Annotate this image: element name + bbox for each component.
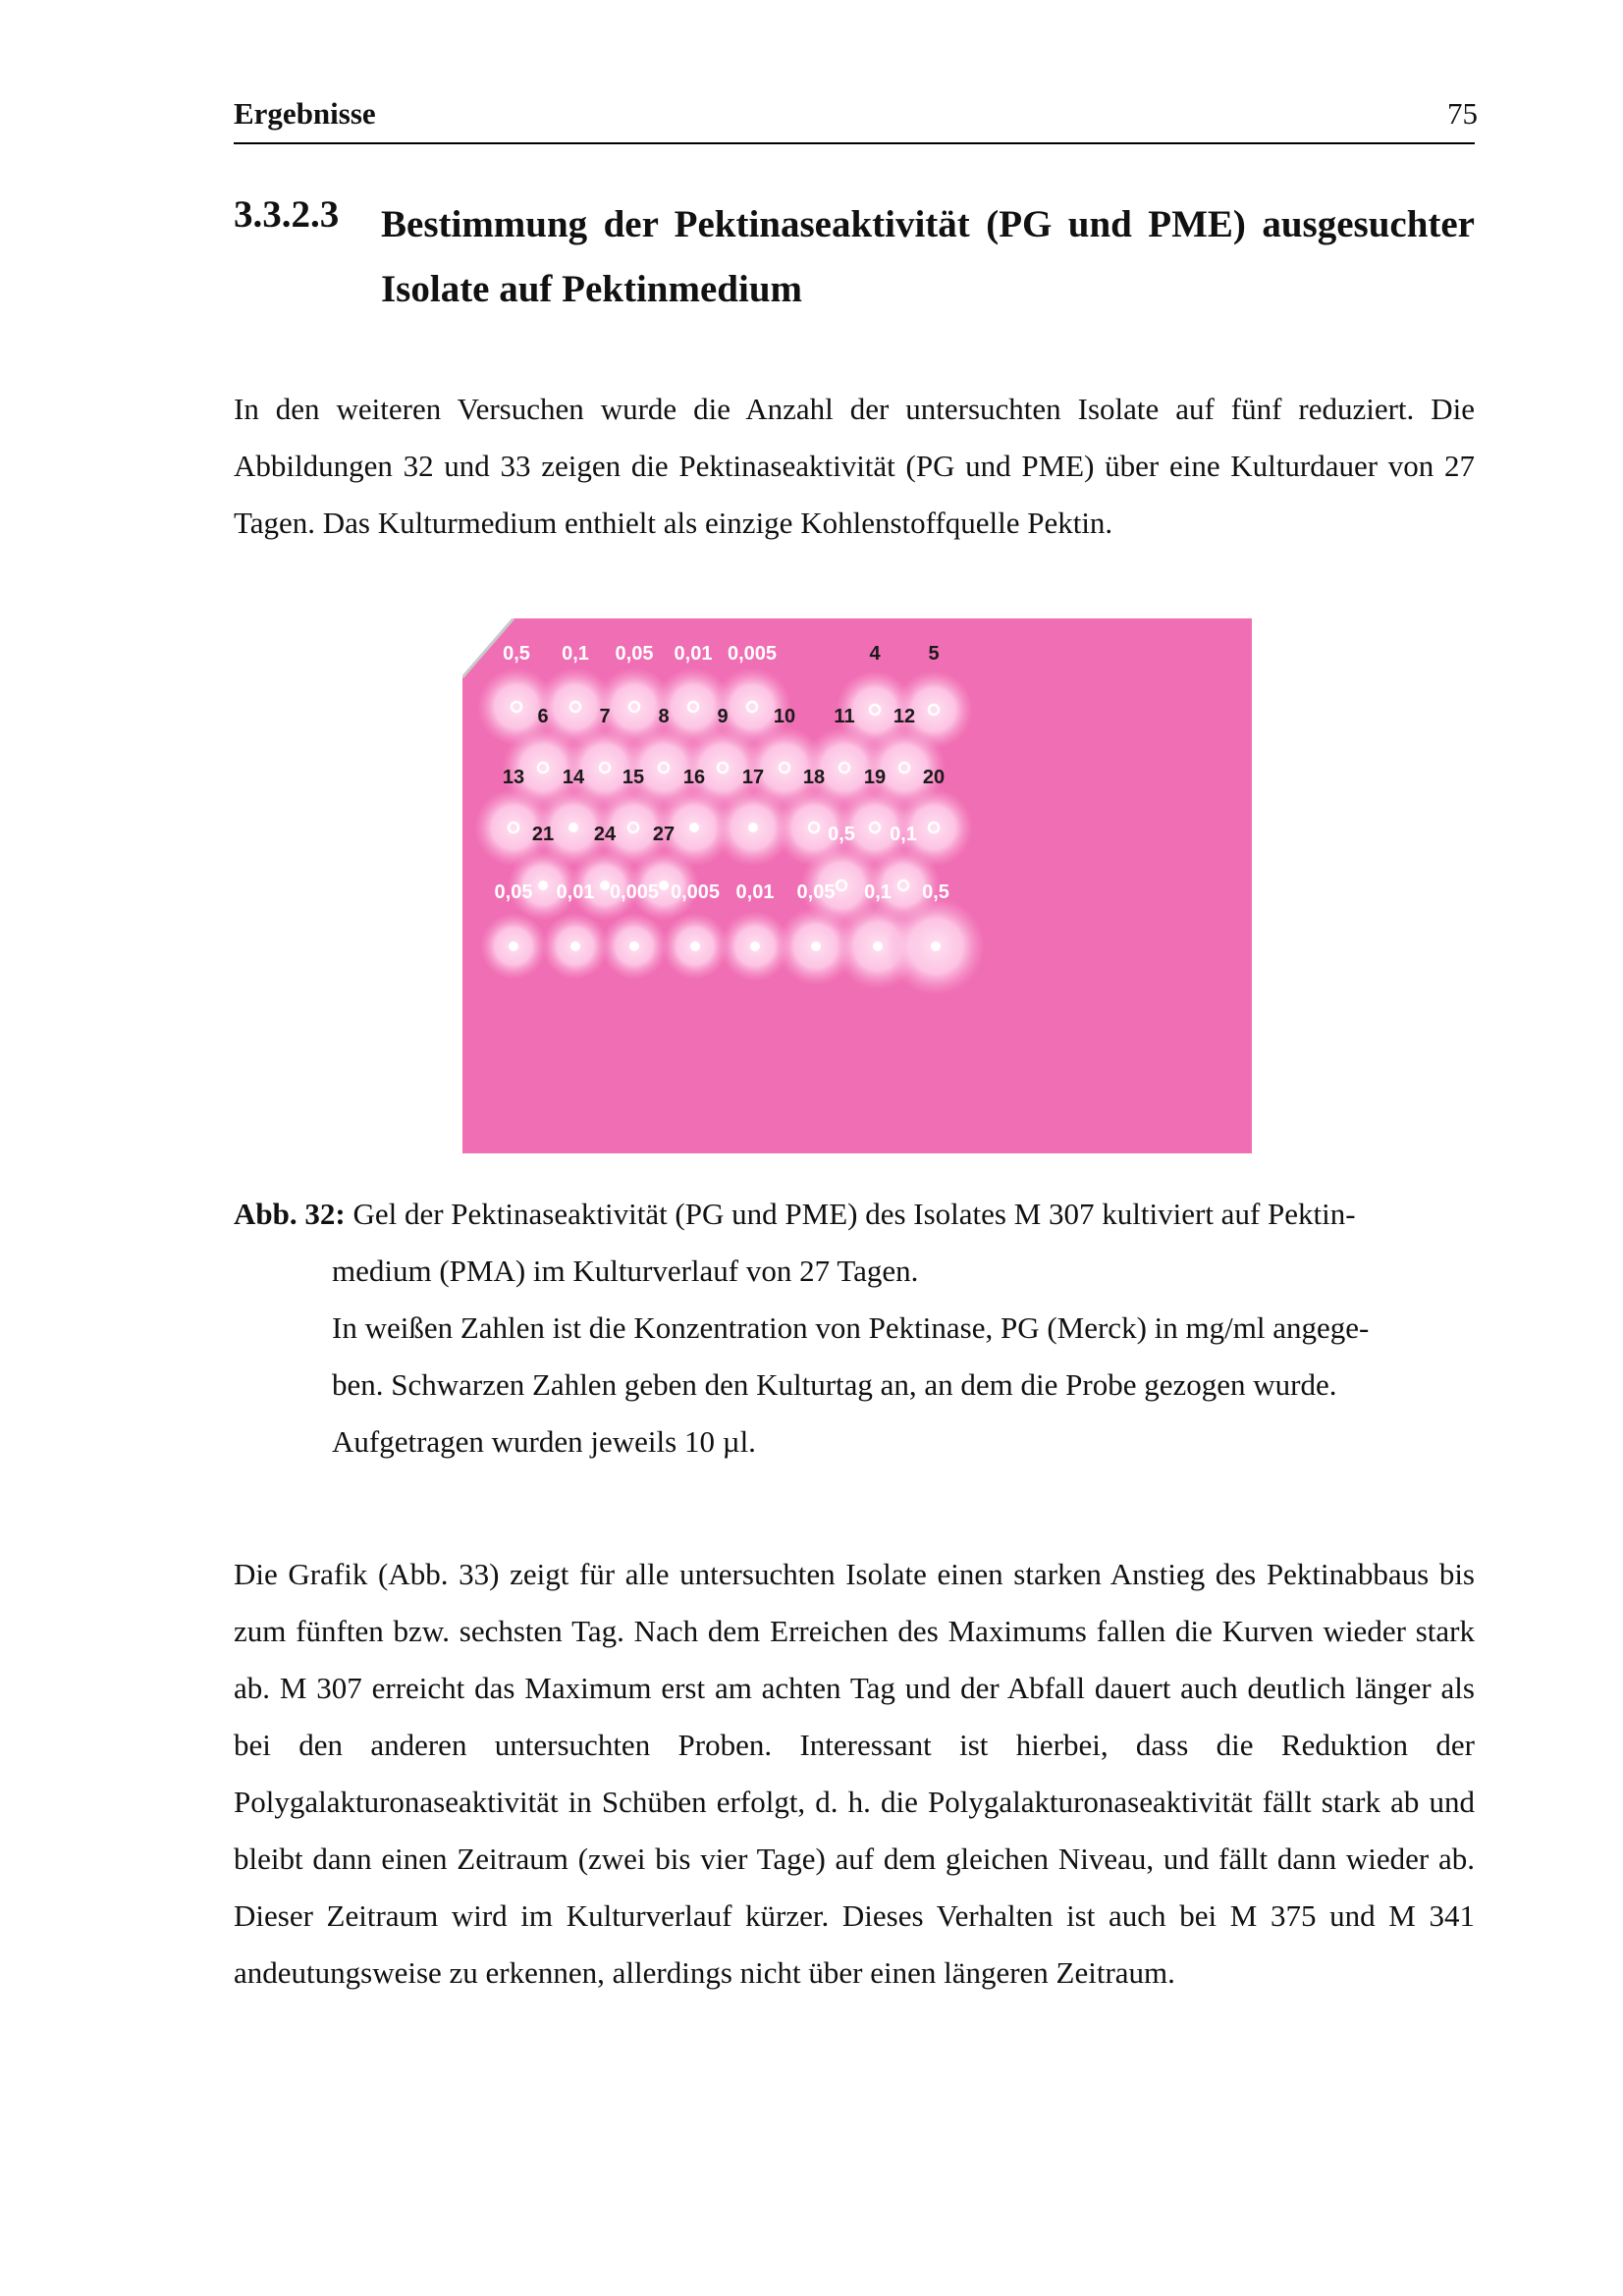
gel-label: 9 (717, 706, 729, 727)
gel-label: 8 (658, 706, 670, 727)
gel-well (690, 941, 700, 951)
caption-line-4: ben. Schwarzen Zahlen geben den Kulturtag an, an dem die Probe gezogen wurde. (332, 1367, 1337, 1402)
gel-label: 6 (537, 706, 549, 727)
gel-well (659, 881, 669, 890)
caption-line-3: In weißen Zahlen ist die Konzentration von Pektinase, PG (Merck) in mg/ml angege- (332, 1310, 1370, 1345)
gel-label: 0,005 (609, 881, 660, 903)
gel-label: 17 (741, 767, 765, 788)
gel-well (538, 881, 548, 890)
gel-label: 19 (863, 767, 887, 788)
gel-well (600, 881, 610, 890)
running-header-section: Ergebnisse (234, 96, 376, 131)
gel-label: 16 (682, 767, 706, 788)
gel-well (570, 941, 580, 951)
gel-label: 7 (599, 706, 611, 727)
intro-paragraph: In den weiteren Versuchen wurde die Anzahl der untersuchten Isolate auf fünf reduziert. Die Abbildungen 32 und 33 zeigen die Pektinaseaktivität (PG und PME) über eine Kulturdauer von 27 Tagen. Das Kulturmedium enthielt als einzige Kohlenstoffquelle Pektin. (234, 392, 1475, 540)
gel-label: 0,1 (890, 824, 917, 845)
gel-well (931, 941, 941, 951)
pectinase-gel-figure (462, 618, 1252, 1153)
gel-label: 0,5 (828, 824, 855, 845)
gel-well (509, 941, 518, 951)
section-title: Bestimmung der Pektinaseaktivität (PG und PME) ausgesuchter Isolate auf Pektinmedium (381, 203, 1475, 310)
gel-label: 0,5 (922, 881, 949, 903)
section-number: 3.3.2.3 (234, 193, 340, 236)
gel-well (568, 823, 578, 832)
caption-text-1: Gel der Pektinaseaktivität (PG und PME) des Isolates M 307 kultiviert auf Pektin- (352, 1197, 1356, 1231)
gel-label: 12 (893, 706, 916, 727)
gel-label: 0,01 (674, 643, 713, 665)
gel-label: 0,1 (562, 643, 589, 665)
gel-label: 24 (593, 824, 617, 845)
caption-line-1 (234, 1186, 1356, 1243)
gel-label: 18 (802, 767, 826, 788)
gel-label: 20 (922, 767, 946, 788)
caption-line-5: Aufgetragen wurden jeweils 10 µl. (332, 1424, 756, 1459)
gel-label: 0,01 (556, 881, 595, 903)
gel-well (750, 941, 760, 951)
gel-label: 4 (869, 643, 881, 665)
gel-well (629, 941, 639, 951)
gel-label: 5 (928, 643, 940, 665)
gel-label: 0,1 (864, 881, 892, 903)
gel-label: 0,05 (494, 881, 533, 903)
gel-label: 15 (622, 767, 645, 788)
caption-label: Abb. 32: (234, 1197, 346, 1231)
caption-line-2: medium (PMA) im Kulturverlauf von 27 Tagen. (332, 1254, 919, 1288)
gel-label: 27 (652, 824, 676, 845)
gel-label: 13 (502, 767, 525, 788)
page-number: 75 (1447, 96, 1478, 131)
gel-well (811, 941, 821, 951)
gel-label: 0,05 (615, 643, 654, 665)
gel-label: 21 (531, 824, 555, 845)
gel-well (748, 823, 758, 832)
gel-label: 0,05 (796, 881, 836, 903)
body-paragraph: Die Grafik (Abb. 33) zeigt für alle untersuchten Isolate einen starken Anstieg des Pektinabbaus bis zum fünften bzw. sechsten Tag. Nach dem Erreichen des Maximums fallen die Kurven wieder stark ab. M 307 erreicht das Maximum erst am achten Tag und der Abfall dauert auch deutlich länger als bei den anderen untersuchten Proben. Interessant ist hierbei, dass die Reduktion der Polygalakturonaseaktivität in Schüben erfolgt, d. h. die Polygalakturonaseaktivität fällt stark ab und bleibt dann einen Zeitraum (zwei bis vier Tage) auf dem gleichen Niveau, und fällt dann wieder ab. Dieser Zeitraum wird im Kulturverlauf kürzer. Dieses Verhalten ist auch bei M 375 und M 341 andeutungsweise zu erkennen, allerdings nicht über einen längeren Zeitraum. (234, 1557, 1475, 1990)
gel-label: 10 (773, 706, 796, 727)
gel-label: 0,01 (735, 881, 775, 903)
gel-label: 0,005 (727, 643, 778, 665)
gel-well (873, 941, 883, 951)
gel-label: 11 (834, 706, 855, 727)
gel-label: 14 (562, 767, 585, 788)
gel-label: 0,5 (503, 643, 530, 665)
gel-label: 0,005 (670, 881, 721, 903)
header-rule (234, 142, 1475, 144)
gel-well (689, 823, 699, 832)
